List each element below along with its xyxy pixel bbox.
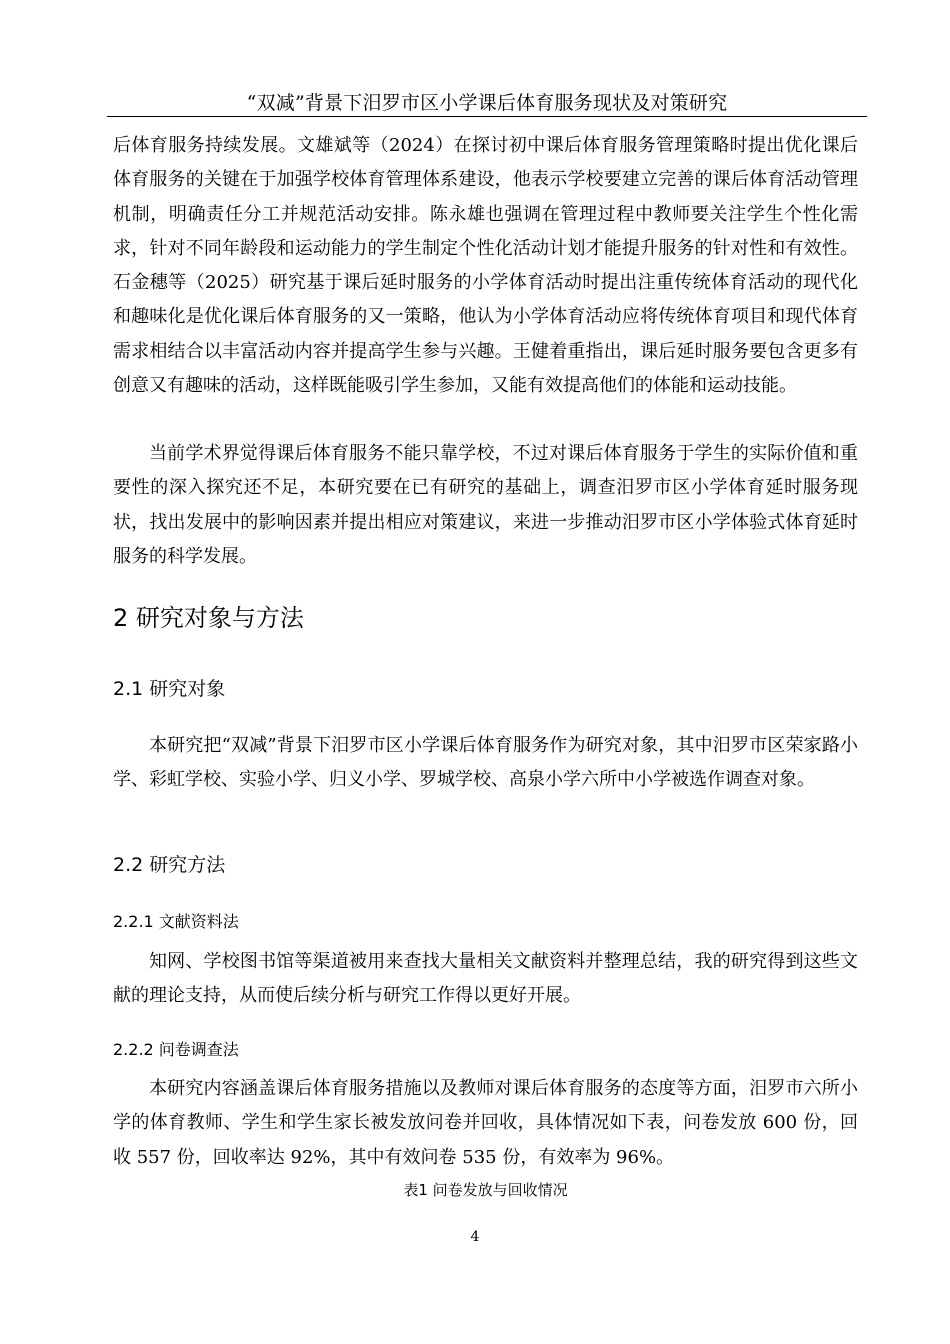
header-divider xyxy=(107,116,867,117)
body-paragraph-questionnaire-method: 本研究内容涵盖课后体育服务措施以及教师对课后体育服务的态度等方面，汨罗市六所小学的体育教师、学生和学生家长被发放问卷并回收，具体情况如下表，问卷发放 600 份，回收 557 份，回收率达 92%，其中有效问卷 535 份，有效率为 96%。 xyxy=(113,1078,858,1168)
table-caption: 表1 问卷发放与回收情况 xyxy=(403,1181,568,1199)
body-paragraph-research-object: 本研究把“双减”背景下汨罗市区小学课后体育服务作为研究对象，其中汨罗市区荣家路小学、彩虹学校、实验小学、归义小学、罗城学校、高泉小学六所中小学被选作调查对象。 xyxy=(113,735,858,791)
body-paragraph-summary: 当前学术界觉得课后体育服务不能只靠学校，不过对课后体育服务于学生的实际价值和重要性的深入探究还不足，本研究要在已有研究的基础上，调查汨罗市区小学体育延时服务现状，找出发展中的影响因素并提出相应对策建议，来进一步推动汨罗市区小学体验式体育延时服务的科学发展。 xyxy=(113,443,858,567)
body-paragraph-literature-method: 知网、学校图书馆等渠道被用来查找大量相关文献资料并整理总结，我的研究得到这些文献的理论支持，从而使后续分析与研究工作得以更好开展。 xyxy=(113,951,858,1007)
subsection-heading-2-2: 2.2 研究方法 xyxy=(113,854,226,876)
page-number: 4 xyxy=(470,1229,480,1245)
subsubsection-heading-2-2-2: 2.2.2 问卷调查法 xyxy=(113,1040,239,1059)
subsection-heading-2-1: 2.1 研究对象 xyxy=(113,678,226,700)
subsubsection-heading-2-2-1: 2.2.1 文献资料法 xyxy=(113,912,239,931)
body-paragraph-continuation: 后体育服务持续发展。文雄斌等（2024）在探讨初中课后体育服务管理策略时提出优化课后体育服务的关键在于加强学校体育管理体系建设，他表示学校要建立完善的课后体育活动管理机制，明确责任分工并规范活动安排。陈永雄也强调在管理过程中教师要关注学生个性化需求，针对不同年龄段和运动能力的学生制定个性化活动计划才能提升服务的针对性和有效性。石金穗等（2025）研究基于课后延时服务的小学体育活动时提出注重传统体育活动的现代化和趣味化是优化课后体育服务的又一策略，他认为小学体育活动应将传统体育项目和现代体育需求相结合以丰富活动内容并提高学生参与兴趣。王健着重指出，课后延时服务要包含更多有创意又有趣味的活动，这样既能吸引学生参加，又能有效提高他们的体能和运动技能。 xyxy=(113,135,858,397)
running-header: “双减”背景下汨罗市区小学课后体育服务现状及对策研究 xyxy=(246,92,728,114)
section-heading-2: 2 研究对象与方法 xyxy=(113,604,304,632)
